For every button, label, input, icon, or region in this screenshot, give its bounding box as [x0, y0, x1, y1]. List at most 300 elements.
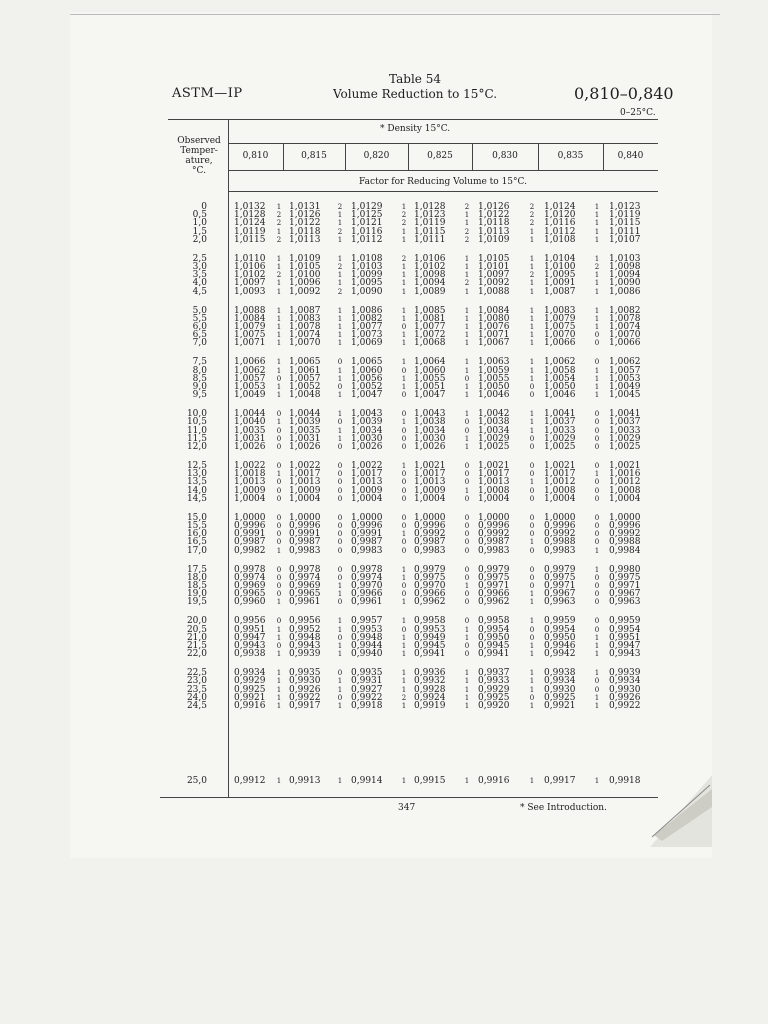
factor-cell: 1,0012	[609, 477, 641, 488]
difference-cell: 1	[529, 323, 535, 331]
factor-cell: 1,0094	[414, 278, 446, 289]
difference-cell: 0	[529, 434, 535, 443]
difference-cell: 1	[529, 650, 535, 659]
difference-cell: 1	[594, 633, 600, 642]
factor-cell: 0,9996	[289, 521, 321, 531]
difference-cell: 1	[529, 263, 535, 271]
difference-cell: 0	[594, 486, 600, 495]
factor-cell: 0,9947	[234, 632, 266, 643]
factor-cell: 0,9996	[478, 521, 510, 531]
factor-cell: 1,0077	[351, 322, 383, 332]
difference-cell: 1	[594, 470, 600, 479]
factor-cell: 1,0000	[234, 512, 266, 523]
factor-cell: 0,9913	[289, 776, 321, 786]
factor-cell: 1,0129	[351, 202, 383, 212]
temperature-cell: 24,0	[186, 692, 207, 703]
difference-cell: 0	[594, 478, 600, 487]
difference-cell: 0	[594, 590, 600, 599]
difference-cell: 1	[594, 271, 600, 280]
factor-cell: 1,0084	[478, 305, 510, 316]
factor-cell: 0,9961	[289, 597, 321, 608]
factor-cell: 1,0119	[609, 210, 641, 221]
factor-cell: 0,9936	[414, 668, 446, 679]
factor-cell: 1,0017	[414, 469, 446, 480]
temperature-cell: 23,0	[186, 676, 207, 687]
difference-cell: 1	[464, 271, 470, 280]
difference-cell: 1	[594, 203, 600, 211]
difference-cell: 1	[594, 565, 600, 574]
difference-cell: 0	[401, 625, 407, 634]
difference-cell: 1	[401, 617, 407, 626]
difference-cell: 2	[337, 227, 343, 236]
factor-cell: 0,9975	[478, 572, 510, 583]
difference-cell: 0	[276, 443, 282, 451]
density-values-rule	[228, 170, 658, 171]
difference-cell: 0	[464, 513, 470, 522]
factor-cell: 0,9919	[414, 701, 446, 711]
factor-cell: 0,9916	[234, 701, 266, 711]
factor-cell: 0,9970	[414, 581, 446, 591]
factor-cell: 1,0082	[351, 313, 383, 324]
factor-cell: 0,9996	[234, 521, 266, 531]
table-row	[0, 598, 768, 607]
factor-cell: 1,0092	[478, 278, 510, 289]
table-row	[0, 339, 768, 348]
factor-cell: 1,0022	[351, 461, 383, 471]
factor-cell: 0,9945	[414, 641, 446, 651]
difference-cell: 0	[464, 565, 470, 574]
factor-cell: 0,9979	[544, 564, 576, 575]
difference-cell: 1	[529, 331, 535, 340]
difference-cell: 2	[529, 211, 535, 220]
factor-cell: 1,0050	[478, 382, 510, 392]
factor-cell: 0,9960	[234, 597, 266, 608]
factor-cell: 1,0013	[234, 477, 266, 488]
factor-cell: 1,0078	[289, 322, 321, 332]
factor-cell: 1,0123	[414, 210, 446, 221]
factor-label: Factor for Reducing Volume to 15°C.	[359, 177, 527, 187]
difference-cell: 1	[529, 426, 535, 435]
factor-cell: 1,0076	[478, 322, 510, 332]
difference-cell: 1	[594, 306, 600, 315]
factor-cell: 1,0035	[289, 425, 321, 436]
factor-cell: 1,0115	[234, 234, 266, 245]
factor-cell: 0,9991	[289, 529, 321, 540]
difference-cell: 0	[529, 513, 535, 522]
temperature-cell: 19,5	[186, 597, 207, 608]
factor-cell: 1,0046	[544, 390, 576, 401]
factor-cell: 0,9914	[351, 776, 383, 786]
difference-cell: 0	[529, 462, 535, 470]
factor-cell: 0,9942	[544, 649, 576, 660]
difference-cell: 1	[529, 777, 535, 785]
factor-cell: 1,0119	[414, 218, 446, 229]
difference-cell: 1	[337, 582, 343, 590]
difference-cell: 1	[401, 462, 407, 470]
difference-cell: 2	[276, 271, 282, 280]
difference-cell: 0	[594, 573, 600, 582]
factor-cell: 0,9987	[351, 537, 383, 548]
difference-cell: 1	[594, 702, 600, 710]
difference-cell: 1	[529, 366, 535, 375]
factor-cell: 1,0126	[478, 202, 510, 212]
difference-cell: 1	[401, 358, 407, 367]
factor-cell: 1,0057	[234, 373, 266, 384]
factor-cell: 0,9930	[289, 676, 321, 687]
factor-cell: 1,0063	[478, 357, 510, 368]
factor-cell: 1,0105	[289, 262, 321, 272]
difference-cell: 1	[401, 227, 407, 236]
difference-cell: 2	[337, 287, 343, 296]
difference-cell: 2	[337, 203, 343, 211]
difference-cell: 0	[594, 582, 600, 590]
difference-cell: 1	[276, 366, 282, 375]
factor-cell: 1,0025	[544, 442, 576, 452]
factor-cell: 1,0087	[544, 286, 576, 297]
factor-cell: 1,0052	[351, 382, 383, 392]
factor-cell: 0,9965	[289, 589, 321, 600]
difference-cell: 2	[529, 219, 535, 228]
temperature-cell: 10,0	[186, 409, 207, 420]
temperature-cell: 15,0	[186, 512, 207, 523]
temperature-cell: 1,5	[192, 226, 207, 237]
difference-cell: 0	[401, 590, 407, 599]
factor-cell: 1,0038	[478, 417, 510, 428]
factor-cell: 0,9996	[544, 521, 576, 531]
factor-cell: 1,0021	[414, 461, 446, 471]
factor-cell: 1,0009	[351, 485, 383, 496]
factor-cell: 1,0089	[414, 286, 446, 297]
difference-cell: 1	[337, 590, 343, 599]
difference-cell: 1	[464, 434, 470, 443]
factor-cell: 1,0062	[609, 357, 641, 368]
difference-cell: 1	[276, 669, 282, 678]
factor-cell: 1,0083	[544, 305, 576, 316]
difference-cell: 0	[401, 494, 407, 503]
factor-cell: 0,9922	[289, 692, 321, 703]
difference-cell: 1	[401, 263, 407, 271]
factor-cell: 0,9983	[478, 545, 510, 556]
factor-cell: 1,0106	[414, 253, 446, 264]
difference-cell: 0	[529, 633, 535, 642]
difference-cell: 1	[464, 339, 470, 348]
difference-cell: 0	[276, 522, 282, 530]
difference-cell: 0	[594, 358, 600, 367]
difference-cell: 1	[276, 254, 282, 263]
difference-cell: 1	[276, 331, 282, 340]
observed-header-line: Temper-	[180, 146, 218, 156]
factor-cell: 1,0037	[609, 417, 641, 428]
factor-cell: 0,9948	[351, 632, 383, 643]
difference-cell: 0	[337, 358, 343, 367]
factor-cell: 1,0083	[289, 313, 321, 324]
difference-cell: 1	[594, 211, 600, 220]
difference-cell: 0	[594, 513, 600, 522]
factor-cell: 1,0085	[414, 305, 446, 316]
factor-cell: 1,0004	[478, 493, 510, 504]
difference-cell: 0	[401, 443, 407, 451]
temperature-cell: 17,0	[186, 545, 207, 556]
factor-cell: 1,0115	[609, 218, 641, 229]
factor-cell: 0,9978	[351, 564, 383, 575]
factor-cell: 1,0039	[351, 417, 383, 428]
temperature-cell: 6,5	[192, 330, 207, 341]
factor-cell: 0,9980	[609, 564, 641, 575]
difference-cell: 0	[401, 478, 407, 487]
factor-cell: 0,9959	[544, 616, 576, 627]
temperature-cell: 2,5	[192, 253, 207, 264]
factor-cell: 1,0034	[351, 425, 383, 436]
factor-cell: 1,0012	[544, 477, 576, 488]
factor-cell: 0,9939	[289, 649, 321, 660]
factor-cell: 1,0049	[609, 382, 641, 392]
difference-cell: 0	[529, 546, 535, 555]
difference-cell: 0	[337, 418, 343, 427]
difference-cell: 0	[276, 462, 282, 470]
factor-cell: 1,0091	[544, 278, 576, 289]
difference-cell: 1	[464, 693, 470, 702]
temperature-cell: 13,0	[186, 469, 207, 480]
factor-cell: 0,9915	[414, 776, 446, 786]
difference-cell: 1	[594, 227, 600, 236]
difference-cell: 1	[401, 677, 407, 686]
factor-cell: 1,0079	[234, 322, 266, 332]
difference-cell: 1	[529, 669, 535, 678]
factor-cell: 1,0118	[289, 226, 321, 237]
difference-cell: 0	[276, 642, 282, 650]
factor-cell: 0,9946	[544, 641, 576, 651]
factor-cell: 0,9987	[414, 537, 446, 548]
factor-cell: 0,9938	[234, 649, 266, 660]
difference-cell: 0	[276, 582, 282, 590]
temperature-cell: 16,0	[186, 529, 207, 540]
difference-cell: 0	[464, 538, 470, 547]
table-row	[0, 288, 768, 297]
table-row	[0, 547, 768, 556]
difference-cell: 1	[464, 669, 470, 678]
factor-cell: 0,9954	[609, 624, 641, 635]
factor-cell: 0,9983	[544, 545, 576, 556]
difference-cell: 0	[337, 573, 343, 582]
factor-cell: 1,0087	[289, 305, 321, 316]
factor-cell: 1,0099	[351, 270, 383, 281]
factor-cell: 1,0069	[351, 338, 383, 349]
difference-cell: 1	[276, 598, 282, 607]
factor-cell: 1,0108	[351, 253, 383, 264]
factor-cell: 0,9935	[289, 668, 321, 679]
factor-cell: 1,0070	[289, 338, 321, 349]
difference-cell: 1	[337, 617, 343, 626]
temperature-cell: 24,5	[186, 701, 207, 711]
difference-cell: 0	[401, 470, 407, 479]
folded-corner	[650, 775, 712, 847]
factor-cell: 1,0057	[289, 373, 321, 384]
factor-cell: 1,0042	[478, 409, 510, 420]
header-density-range: 0,810–0,840	[574, 84, 674, 103]
difference-cell: 0	[337, 633, 343, 642]
factor-cell: 1,0025	[478, 442, 510, 452]
factor-cell: 0,9930	[544, 684, 576, 695]
difference-cell: 1	[401, 279, 407, 288]
factor-cell: 0,9916	[478, 776, 510, 786]
factor-cell: 0,9929	[478, 684, 510, 695]
factor-cell: 1,0073	[351, 330, 383, 341]
factor-cell: 1,0064	[414, 357, 446, 368]
factor-cell: 0,9917	[544, 776, 576, 786]
footnote: * See Introduction.	[520, 803, 607, 813]
factor-cell: 1,0000	[289, 512, 321, 523]
difference-cell: 0	[594, 677, 600, 686]
difference-cell: 1	[529, 314, 535, 323]
difference-cell: 1	[529, 642, 535, 650]
difference-cell: 0	[594, 530, 600, 539]
header-left-label: ASTM—IP	[172, 86, 243, 101]
difference-cell: 1	[529, 306, 535, 315]
factor-cell: 0,9927	[351, 684, 383, 695]
factor-cell: 0,9996	[414, 521, 446, 531]
temperature-cell: 25,0	[186, 776, 207, 786]
factor-cell: 1,0000	[351, 512, 383, 523]
difference-cell: 2	[401, 219, 407, 228]
factor-cell: 0,9971	[478, 581, 510, 591]
difference-cell: 1	[464, 625, 470, 634]
difference-cell: 1	[529, 358, 535, 367]
factor-cell: 1,0013	[289, 477, 321, 488]
factor-cell: 1,0109	[289, 253, 321, 264]
factor-cell: 0,9943	[609, 649, 641, 660]
factor-cell: 1,0030	[414, 433, 446, 444]
factor-cell: 0,9992	[544, 529, 576, 540]
factor-cell: 0,9983	[414, 545, 446, 556]
difference-cell: 1	[529, 538, 535, 547]
difference-cell: 1	[276, 306, 282, 315]
factor-cell: 0,9975	[609, 572, 641, 583]
temperature-cell: 0,5	[192, 210, 207, 221]
factor-cell: 1,0103	[351, 262, 383, 272]
factor-cell: 0,9934	[544, 676, 576, 687]
difference-cell: 0	[401, 391, 407, 400]
factor-cell: 0,9953	[351, 624, 383, 635]
factor-cell: 0,9962	[478, 597, 510, 608]
factor-cell: 1,0004	[289, 493, 321, 504]
factor-cell: 0,9965	[234, 589, 266, 600]
difference-cell: 1	[529, 702, 535, 710]
difference-cell: 0	[594, 462, 600, 470]
difference-cell: 0	[529, 573, 535, 582]
difference-cell: 0	[529, 693, 535, 702]
difference-cell: 0	[401, 486, 407, 495]
factor-cell: 1,0026	[234, 442, 266, 452]
temperature-cell: 21,0	[186, 632, 207, 643]
table-row	[0, 702, 768, 711]
factor-cell: 0,9954	[478, 624, 510, 635]
difference-cell: 1	[594, 235, 600, 244]
factor-cell: 1,0066	[609, 338, 641, 349]
difference-cell: 0	[401, 410, 407, 419]
difference-cell: 1	[464, 323, 470, 331]
temperature-cell: 14,0	[186, 485, 207, 496]
factor-cell: 1,0102	[234, 270, 266, 281]
difference-cell: 1	[464, 633, 470, 642]
factor-cell: 1,0025	[609, 442, 641, 452]
factor-cell: 1,0004	[234, 493, 266, 504]
factor-cell: 1,0116	[351, 226, 383, 237]
factor-cell: 1,0066	[234, 357, 266, 368]
difference-cell: 0	[464, 530, 470, 539]
difference-cell: 0	[529, 443, 535, 451]
difference-cell: 1	[594, 693, 600, 702]
difference-cell: 1	[276, 546, 282, 555]
difference-cell: 1	[529, 254, 535, 263]
temperature-cell: 2,0	[192, 234, 207, 245]
factor-cell: 1,0107	[609, 234, 641, 245]
factor-cell: 0,9939	[609, 668, 641, 679]
difference-cell: 0	[464, 470, 470, 479]
factor-cell: 0,9940	[351, 649, 383, 660]
difference-cell: 0	[594, 617, 600, 626]
difference-cell: 2	[464, 203, 470, 211]
difference-cell: 1	[594, 391, 600, 400]
factor-cell: 1,0106	[234, 262, 266, 272]
difference-cell: 0	[401, 366, 407, 375]
factor-cell: 1,0046	[478, 390, 510, 401]
difference-cell: 1	[594, 314, 600, 323]
factor-cell: 0,9926	[289, 684, 321, 695]
factor-cell: 0,9922	[609, 701, 641, 711]
temperature-cell: 12,5	[186, 461, 207, 471]
difference-cell: 1	[276, 287, 282, 296]
difference-cell: 1	[276, 702, 282, 710]
difference-cell: 1	[401, 633, 407, 642]
difference-cell: 0	[401, 538, 407, 547]
factor-cell: 1,0100	[289, 270, 321, 281]
difference-cell: 1	[401, 598, 407, 607]
difference-cell: 1	[401, 374, 407, 383]
difference-cell: 0	[401, 426, 407, 435]
difference-cell: 1	[276, 383, 282, 391]
factor-cell: 1,0035	[234, 425, 266, 436]
table-row	[0, 495, 768, 504]
difference-cell: 0	[276, 494, 282, 503]
difference-cell: 0	[276, 374, 282, 383]
factor-cell: 1,0119	[234, 226, 266, 237]
factor-cell: 0,9954	[544, 624, 576, 635]
difference-cell: 0	[276, 538, 282, 547]
factor-cell: 1,0022	[289, 461, 321, 471]
difference-cell: 0	[594, 625, 600, 634]
difference-cell: 1	[276, 650, 282, 659]
factor-cell: 1,0097	[234, 278, 266, 289]
factor-cell: 1,0125	[351, 210, 383, 221]
table-row	[0, 443, 768, 452]
difference-cell: 1	[276, 470, 282, 479]
factor-cell: 1,0118	[478, 218, 510, 229]
factor-cell: 1,0040	[234, 417, 266, 428]
factor-cell: 1,0104	[544, 253, 576, 264]
difference-cell: 1	[464, 314, 470, 323]
difference-cell: 2	[401, 211, 407, 220]
factor-cell: 1,0102	[414, 262, 446, 272]
factor-cell: 0,9996	[609, 521, 641, 531]
factor-cell: 0,9996	[351, 521, 383, 531]
temperature-cell: 6,0	[192, 322, 207, 332]
difference-cell: 1	[337, 211, 343, 220]
observed-temperature-header	[168, 136, 230, 176]
factor-cell: 1,0122	[289, 218, 321, 229]
temperature-cell: 5,5	[192, 313, 207, 324]
factor-cell: 0,9925	[544, 692, 576, 703]
difference-cell: 0	[529, 486, 535, 495]
